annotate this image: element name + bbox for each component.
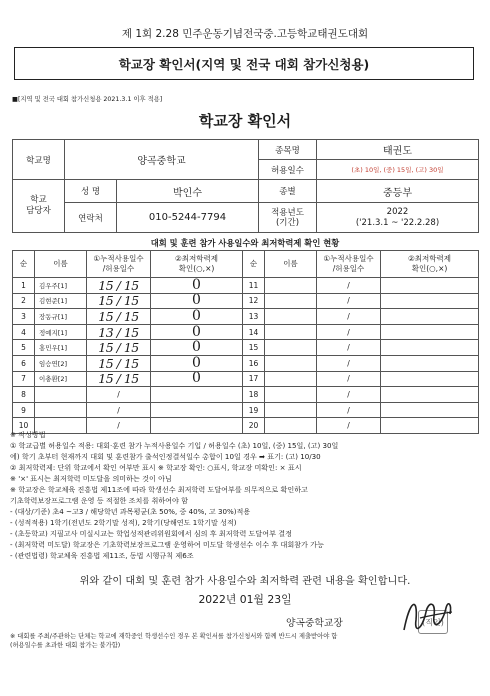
- status-table: [12, 250, 479, 434]
- days-used-right: /: [317, 387, 381, 403]
- days-used: /: [87, 402, 151, 418]
- row-number-right: 18: [243, 387, 265, 403]
- header-name-right: 이름: [265, 251, 317, 278]
- student-name-right: [265, 324, 317, 340]
- row-number-right: 15: [243, 340, 265, 356]
- type-label: 종별: [259, 180, 317, 203]
- footnote-line-2: (허용일수를 초과한 대회 참가는 불가함): [10, 642, 121, 649]
- days-used: 15 / 15: [87, 371, 151, 387]
- days-used-right: /: [317, 293, 381, 309]
- grade-check-mark: 0: [151, 355, 243, 371]
- grade-check-mark-right: [381, 278, 479, 294]
- method-line-4: ※ '×' 표시는 최저학력 미도달을 의미하는 것이 아님: [10, 474, 172, 483]
- header-days: ①누적사용일수 /허용일수: [87, 251, 151, 278]
- contact-value: 010-5244-7794: [117, 203, 259, 233]
- main-title: 학교장 확인서: [198, 112, 292, 130]
- method-line-8: - (성적적용) 1학기(전년도 2학기말 성적), 2학기(당해연도 1학기말 성적): [10, 518, 237, 527]
- year-label: 적용년도 (기간): [259, 203, 317, 233]
- days-used-right: /: [317, 418, 381, 434]
- student-name-right: [265, 278, 317, 294]
- method-line-2: 에) 학기 초부터 현재까지 대회 및 훈련참가 출석인정결석일수 총합이 10일 경우 ➡ 표기: (고) 10/30: [10, 452, 321, 461]
- method-line-7: - (대상/기준) 초4 ~고3 / 해당학년 과목평균(초 50%, 중 40%, 고 30%)적용: [10, 507, 251, 516]
- row-number-right: 14: [243, 324, 265, 340]
- days-used: /: [87, 387, 151, 403]
- days-used: 15 / 15: [87, 309, 151, 325]
- student-name-right: [265, 387, 317, 403]
- method-line-10: - (최저학력 미도달) 학교장은 기초학력보장프로그램 운영하여 미도달 학생선수 이수 후 대회참가 가능: [10, 540, 324, 549]
- grade-check-mark-right: [381, 309, 479, 325]
- manager-label: 학교 담당자: [13, 180, 65, 233]
- year-value: 2022: [386, 206, 409, 217]
- student-name-right: [265, 371, 317, 387]
- row-number-right: 17: [243, 371, 265, 387]
- table-row: [13, 402, 479, 418]
- student-name: [35, 402, 87, 418]
- row-number: 3: [13, 309, 35, 325]
- days-used: /: [87, 418, 151, 434]
- table-row: [13, 387, 479, 403]
- grade-check-mark-right: [381, 355, 479, 371]
- days-used-right: /: [317, 309, 381, 325]
- event-label: 종목명: [259, 140, 317, 160]
- form-title-box: 학교장 확인서(지역 및 전국 대회 참가신청용): [14, 47, 474, 80]
- header-grade-right: ②최저학력제 확인(○,×): [381, 251, 479, 278]
- grade-check-mark: 0: [151, 371, 243, 387]
- grade-check-mark: [151, 402, 243, 418]
- header-no-right: 순: [243, 251, 265, 278]
- row-number-right: 20: [243, 418, 265, 434]
- grade-check-mark: 0: [151, 293, 243, 309]
- method-line-1: ① 학교급별 허용일수 적용: 대회·훈련 참가 누적사용일수 기입 / 허용일수 (초) 10일, (중) 15일, (고) 30일: [10, 441, 339, 450]
- table-row: [13, 278, 479, 294]
- method-line-5: ※ 학교장은 학교체육 진흥법 제11조에 따라 학생선수 최저학력 도달여부를 의무적으로 확인하고: [10, 485, 308, 494]
- contact-label: 연락처: [65, 203, 117, 233]
- days-used-right: /: [317, 402, 381, 418]
- grade-check-mark: [151, 387, 243, 403]
- days-used: 13 / 15: [87, 324, 151, 340]
- grade-check-mark-right: [381, 371, 479, 387]
- header-grade: ②최저학력제 확인(○,×): [151, 251, 243, 278]
- days-used-right: /: [317, 278, 381, 294]
- table-row: [13, 293, 479, 309]
- row-number-right: 19: [243, 402, 265, 418]
- method-heading: ※ 작성방법: [10, 430, 46, 439]
- grade-check-mark-right: [381, 340, 479, 356]
- row-number-right: 12: [243, 293, 265, 309]
- row-number-right: 13: [243, 309, 265, 325]
- row-number: 8: [13, 387, 35, 403]
- table-row: [13, 340, 479, 356]
- table-row: [13, 324, 479, 340]
- school-info-table: [12, 139, 479, 233]
- event-value: 태권도: [317, 140, 479, 160]
- days-used-right: /: [317, 355, 381, 371]
- student-name-right: [265, 293, 317, 309]
- days-used: 15 / 15: [87, 293, 151, 309]
- row-number: 9: [13, 402, 35, 418]
- days-used-right: /: [317, 324, 381, 340]
- row-number: 10: [13, 418, 35, 434]
- student-name: 장동규[1]: [35, 309, 87, 325]
- row-number: 4: [13, 324, 35, 340]
- header-days-right: ①누적사용일수 /허용일수: [317, 251, 381, 278]
- row-number-right: 16: [243, 355, 265, 371]
- row-number: 2: [13, 293, 35, 309]
- year-cell: [317, 203, 479, 233]
- grade-check-mark-right: [381, 402, 479, 418]
- method-line-9: - (초등학교) 지필고사 미실시교는 학업성적관리위원회에서 심의 후 최저학력 도달여부 결정: [10, 529, 292, 538]
- days-used-right: /: [317, 371, 381, 387]
- header-no: 순: [13, 251, 35, 278]
- school-label: 학교명: [13, 140, 65, 180]
- student-name-right: [265, 309, 317, 325]
- row-number: 7: [13, 371, 35, 387]
- name-label: 성 명: [65, 180, 117, 203]
- student-name: [35, 387, 87, 403]
- days-label: 허용일수: [259, 160, 317, 180]
- grade-check-mark: 0: [151, 340, 243, 356]
- school-name: 양곡중학교: [65, 140, 259, 180]
- grade-check-mark: 0: [151, 324, 243, 340]
- grade-check-mark-right: [381, 293, 479, 309]
- days-used: 15 / 15: [87, 355, 151, 371]
- section-title: 대회 및 훈련 참가 사용일수와 최저학력제 확인 현황: [150, 238, 340, 248]
- student-name-right: [265, 402, 317, 418]
- grade-check-mark-right: [381, 387, 479, 403]
- row-number: 6: [13, 355, 35, 371]
- student-name: 이충환[2]: [35, 371, 87, 387]
- year-period: ('21.3.1 ~ '22.2.28): [355, 217, 440, 228]
- student-name: 김현준[1]: [35, 293, 87, 309]
- student-name: 홍민우[1]: [35, 340, 87, 356]
- row-number: 1: [13, 278, 35, 294]
- official-stamp: (직인): [418, 610, 448, 634]
- table-row: [13, 355, 479, 371]
- student-name: 임승연[2]: [35, 355, 87, 371]
- footnote-line-1: ※ 대회를 주최/주관하는 단체는 학교에 재학중인 학생선수인 경우 본 확인서를 참가신청서와 함께 반드시 제출받아야 함: [10, 633, 338, 640]
- method-line-3: ② 최저학력제: 단위 학교에서 확인 여부만 표시 ※ 학교장 확인: ○표시, 학교장 미확인: × 표시: [10, 463, 302, 472]
- method-line-6: 기초학력보장프로그램 운영 등 적절한 조치를 취하여야 함: [10, 496, 188, 505]
- days-value: (초) 10일, (중) 15일, (고) 30일: [317, 160, 479, 180]
- header-name: 이름: [35, 251, 87, 278]
- row-number: 5: [13, 340, 35, 356]
- days-used: 15 / 15: [87, 340, 151, 356]
- days-used: 15 / 15: [87, 278, 151, 294]
- type-value: 중등부: [317, 180, 479, 203]
- apply-note: ■[지역 및 전국 대회 참가신청용 2021.3.1 이후 적용]: [12, 96, 163, 103]
- student-name-right: [265, 340, 317, 356]
- grade-check-mark-right: [381, 324, 479, 340]
- grade-check-mark: 0: [151, 278, 243, 294]
- signer-label: 양곡중학교장: [286, 618, 343, 629]
- table-row: [13, 371, 479, 387]
- row-number-right: 11: [243, 278, 265, 294]
- document-date: 2022년 01월 23일: [198, 593, 292, 606]
- student-name: 김우주[1]: [35, 278, 87, 294]
- days-used-right: /: [317, 340, 381, 356]
- confirm-statement: 위와 같이 대회 및 훈련 참가 사용일수와 최저학력 관련 내용을 확인합니다.: [79, 576, 411, 587]
- name-value: 박인수: [117, 180, 259, 203]
- document-header: 제 1회 2.28 민주운동기념전국중.고등학교태권도대회: [121, 28, 369, 40]
- method-line-11: - (관련법령) 학교체육 진흥법 제11조, 동법 시행규칙 제6조: [10, 551, 194, 560]
- student-name-right: [265, 355, 317, 371]
- grade-check-mark: 0: [151, 309, 243, 325]
- student-name: 정예지[1]: [35, 324, 87, 340]
- table-row: [13, 309, 479, 325]
